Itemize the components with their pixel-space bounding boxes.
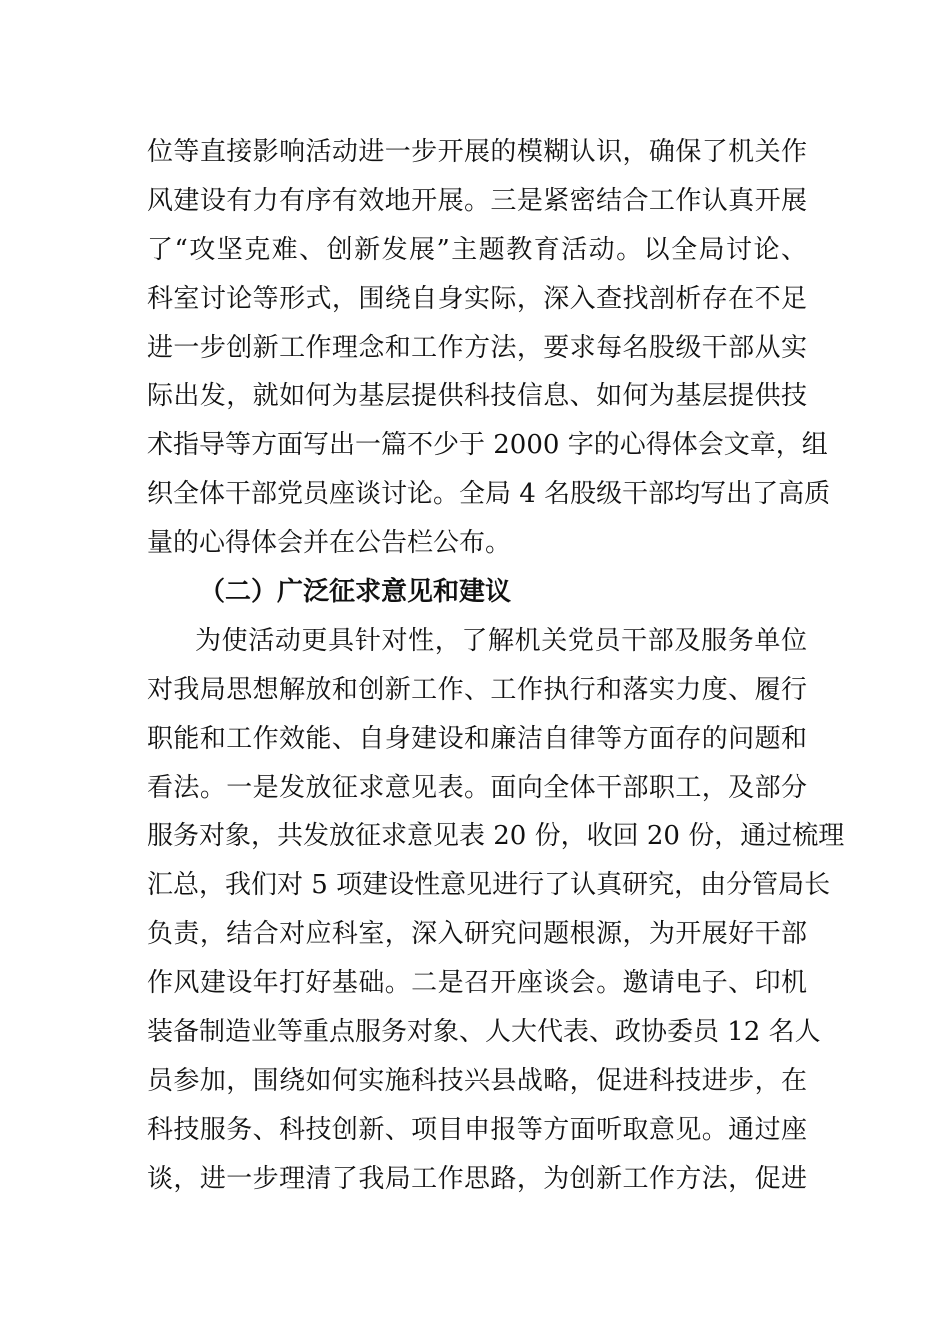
paragraph-line: 汇总，我们对 5 项建设性意见进行了认真研究，由分管局长: [147, 870, 831, 901]
paragraph-1: [147, 128, 831, 568]
paragraph-line: 谈，进一步理清了我局工作思路，为创新工作方法，促进: [147, 1163, 807, 1194]
paragraph-line: 进一步创新工作理念和工作方法，要求每名股级干部从实: [147, 332, 807, 363]
paragraph-line: 科室讨论等形式，围绕自身实际，深入查找剖析存在不足: [147, 283, 807, 314]
paragraph-line: 职能和工作效能、自身建设和廉洁自律等方面存的问题和: [147, 723, 807, 754]
paragraph-line: 装备制造业等重点服务对象、人大代表、政协委员 12 名人: [147, 1017, 821, 1048]
paragraph-line: 术指导等方面写出一篇不少于 2000 字的心得体会文章，组: [147, 430, 828, 461]
paragraph-line: 服务对象，共发放征求意见表 20 份，收回 20 份，通过梳理: [147, 821, 845, 852]
section-heading: （二）广泛征求意见和建议: [199, 577, 512, 608]
paragraph-line: 作风建设年打好基础。二是召开座谈会。邀请电子、印机: [147, 968, 807, 999]
paragraph-line: 量的心得体会并在公告栏公布。: [147, 528, 512, 559]
paragraph-line: 了“攻坚克难、创新发展”主题教育活动。以全局讨论、: [147, 234, 807, 265]
paragraph-line: 负责，结合对应科室，深入研究问题根源，为开展好干部: [147, 919, 807, 950]
paragraph-2: [147, 617, 845, 1204]
paragraph-line: 看法。一是发放征求意见表。面向全体干部职工，及部分: [147, 772, 807, 803]
document-body: [147, 128, 845, 1204]
paragraph-line: 际出发，就如何为基层提供科技信息、如何为基层提供技: [147, 381, 807, 412]
paragraph-line: 对我局思想解放和创新工作、工作执行和落实力度、履行: [147, 674, 807, 705]
paragraph-line: 为使活动更具针对性，了解机关党员干部及服务单位: [195, 625, 807, 656]
paragraph-line: 员参加，围绕如何实施科技兴县战略，促进科技进步，在: [147, 1065, 807, 1096]
paragraph-line: 风建设有力有序有效地开展。三是紧密结合工作认真开展: [147, 185, 807, 216]
paragraph-line: 织全体干部党员座谈讨论。全局 4 名股级干部均写出了高质: [147, 479, 831, 510]
paragraph-line: 位等直接影响活动进一步开展的模糊认识，确保了机关作: [147, 137, 807, 167]
paragraph-line: 科技服务、科技创新、项目申报等方面听取意见。通过座: [147, 1114, 807, 1145]
